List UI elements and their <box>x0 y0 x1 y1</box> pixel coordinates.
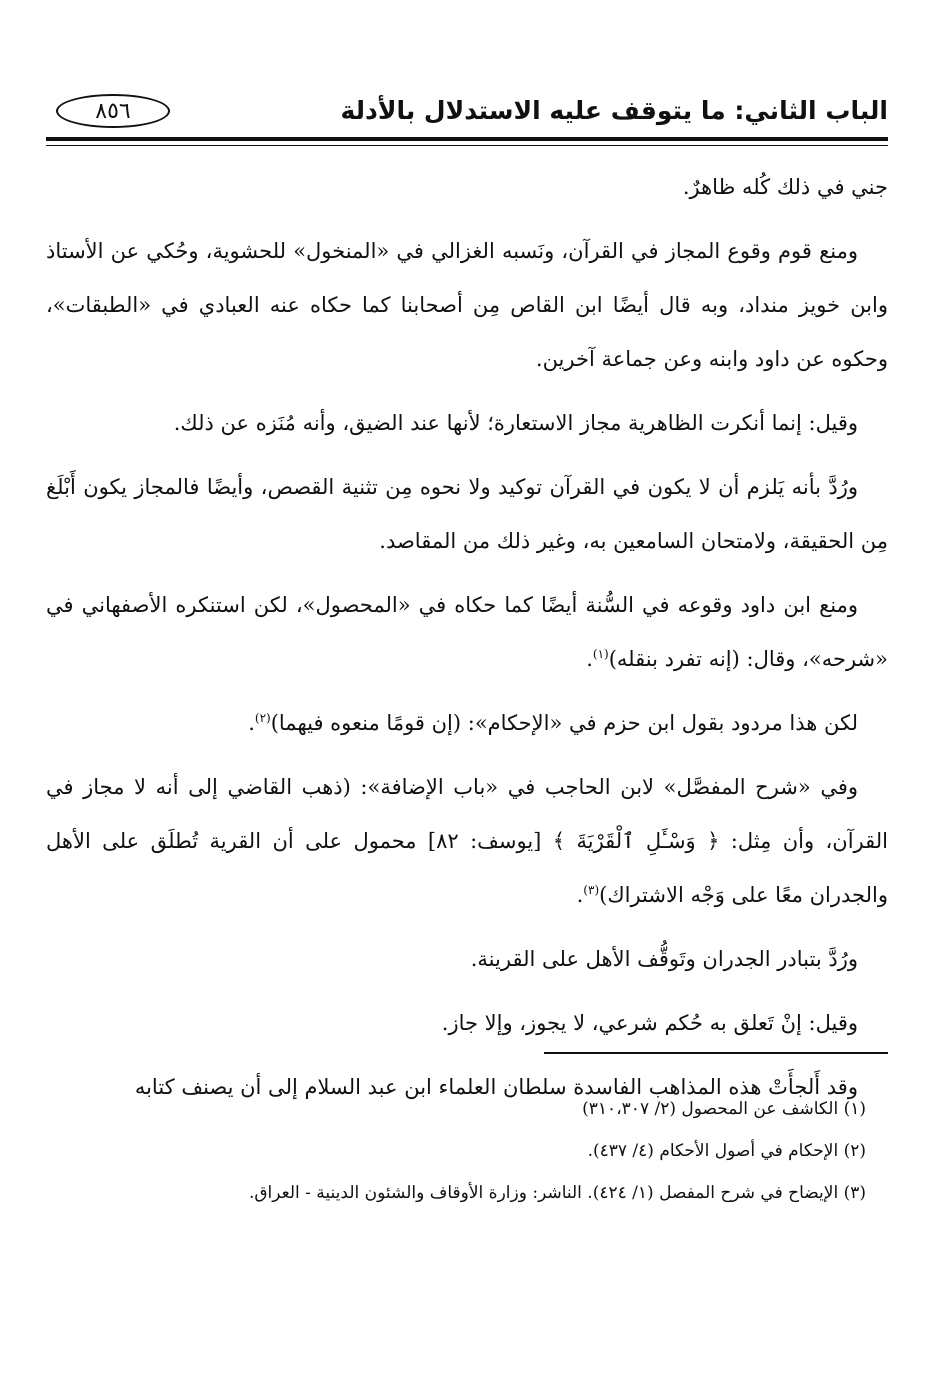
footnote-separator <box>544 1052 888 1054</box>
header-rule-thin <box>46 145 888 146</box>
paragraph <box>46 578 888 686</box>
paragraph: وقيل: إنما أنكرت الظاهرية مجاز الاستعارة؛ لأنها عند الضيق، وأنه مُنَزه عن ذلك. <box>173 411 858 435</box>
paragraph: جني في ذلك كُله ظاهرٌ. <box>682 175 888 199</box>
chapter-title: الباب الثاني: ما يتوقف عليه الاستدلال بالأدلة <box>340 96 888 125</box>
footnote-item: (٢) الإحكام في أصول الأحكام (٤/ ٤٣٧). <box>587 1141 866 1161</box>
footnote-item: (٣) الإيضاح في شرح المفصل (١/ ٤٢٤). الناشر: وزارة الأوقاف والشئون الدينية - العراق. <box>248 1183 866 1203</box>
paragraph-end: . <box>576 883 584 907</box>
footnote-mark: (٢) <box>254 711 271 725</box>
running-header <box>46 92 888 136</box>
main-text <box>46 160 888 1114</box>
paragraph-text: لكن هذا مردود بقول ابن حزم في «الإحكام»: (إن قومًا منعوه فيهما) <box>270 711 858 735</box>
paragraph-end: . <box>248 711 255 735</box>
paragraph-text: وفي «شرح المفصَّل» لابن الحاجب في «باب الإضافة»: (ذهب القاضي إلى أنه لا مجاز في القرآن، وأن مِثل: ﴿ وَسْـَٔلِ ٱلْقَرْيَةَ ﴾ [يوسف: ٨٢] محمول على أن القرية تُطلَق على الأهل والجدران معًا على وَجْه الاشتراك) <box>46 775 889 907</box>
paragraph: ومنع قوم وقوع المجاز في القرآن، ونَسبه الغزالي في «المنخول» للحشوية، وحُكي عن الأستاذ وابن خويز منداد، وبه قال أيضًا ابن القاص مِن أصحابنا كما حكاه عنه العبادي في «الطبقات»، وحكوه عن داود وابنه وعن جماعة آخرين. <box>46 239 888 371</box>
paragraph <box>46 760 888 922</box>
paragraph: ورُدَّ بأنه يَلزم أن لا يكون في القرآن توكيد ولا نحوه مِن تثنية القصص، وأيضًا فالمجاز يكون أَبْلَغ مِن الحقيقة، ولامتحان السامعين به، وغير ذلك من المقاصد. <box>46 475 888 553</box>
paragraph-text: ومنع ابن داود وقوعه في السُّنة أيضًا كما حكاه في «المحصول»، لكن استنكره الأصفهاني في «شرحه»، وقال: (إنه تفرد بنقله) <box>46 593 888 671</box>
paragraph: ورُدَّ بتبادر الجدران وتَوقُّف الأهل على القرينة. <box>470 947 858 971</box>
paragraph <box>46 696 888 750</box>
page-number: ٨٥٦ <box>56 94 170 128</box>
paragraph-end: . <box>586 647 593 671</box>
footnote-item: (١) الكاشف عن المحصول (٢/ ٣١٠،٣٠٧) <box>582 1099 866 1119</box>
paragraph: وقيل: إنْ تَعلق به حُكم شرعي، لا يجوز، وإلا جاز. <box>441 1011 858 1035</box>
footnote-mark: (١) <box>592 647 609 661</box>
header-rule-thick <box>46 137 888 141</box>
footnote-mark: (٣) <box>583 883 600 897</box>
paragraph: وقد أَلجأَتْ هذه المذاهب الفاسدة سلطان العلماء ابن عبد السلام إلى أن يصنف كتابه <box>134 1075 858 1099</box>
footnotes <box>46 1088 866 1214</box>
